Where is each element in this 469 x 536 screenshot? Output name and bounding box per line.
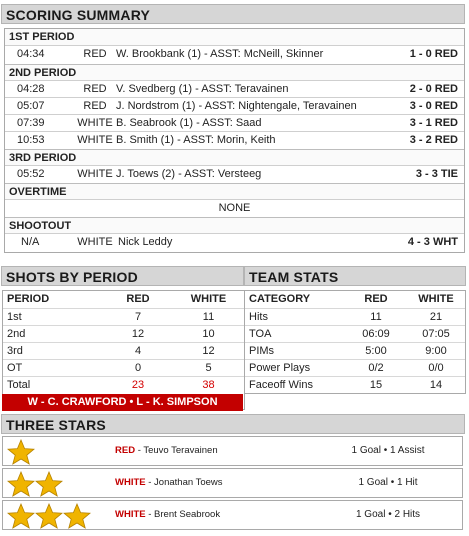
team-stats-panel (244, 290, 466, 394)
star-player (115, 501, 220, 529)
shots-col-white: WHITE (190, 293, 227, 306)
stat-category: Faceoff Wins (245, 376, 345, 393)
stat-red: 06:09 (345, 325, 407, 342)
shootout-score: 4 - 3 WHT (407, 236, 458, 248)
table-row (245, 308, 465, 325)
shootout-player: Nick Leddy (118, 236, 173, 248)
stat-category: Power Plays (245, 359, 345, 376)
star-team: WHITE (115, 509, 146, 520)
goal-time: 04:34 (17, 48, 45, 60)
stat-red: 0/2 (345, 359, 407, 376)
period-header-2nd: 2ND PERIOD (5, 64, 464, 80)
table-row (3, 325, 244, 342)
star-icon (35, 471, 63, 497)
goal-time: 04:28 (17, 83, 45, 95)
table-row (245, 359, 465, 376)
shots-white: 12 (173, 342, 244, 359)
shootout-time: N/A (21, 236, 40, 248)
star-icon (7, 471, 35, 497)
team-stats-header: TEAM STATS (244, 266, 466, 286)
star-rating (7, 503, 91, 529)
shootout-team: WHITE (77, 236, 113, 248)
goal-description: J. Toews (2) - ASST: Versteeg (116, 168, 262, 180)
shots-red: 7 (103, 308, 173, 325)
star-player-name: - Jonathan Toews (145, 477, 223, 488)
period-header-shootout: SHOOTOUT (5, 217, 464, 233)
table-row (245, 325, 465, 342)
stat-category: PIMs (245, 342, 345, 359)
shots-by-period-header: SHOTS BY PERIOD (1, 266, 244, 286)
shootout-row (5, 233, 464, 250)
stat-white: 21 (407, 308, 465, 325)
goal-team: WHITE (77, 117, 113, 129)
table-row (245, 376, 465, 393)
three-stars-header: THREE STARS (1, 414, 465, 434)
star-rating (7, 439, 35, 465)
goal-row (5, 131, 464, 148)
shots-by-period-panel (2, 290, 245, 410)
stat-white: 0/0 (407, 359, 465, 376)
shots-red: 0 (103, 359, 173, 376)
goal-time: 05:52 (17, 168, 45, 180)
stat-red: 5:00 (345, 342, 407, 359)
shots-header-row (3, 291, 244, 308)
goal-score: 2 - 0 RED (409, 83, 458, 95)
shots-col-period: PERIOD (7, 293, 50, 306)
stat-category: Hits (245, 308, 345, 325)
goal-description: W. Brookbank (1) - ASST: McNeill, Skinner (116, 48, 324, 60)
stat-white: 9:00 (407, 342, 465, 359)
shots-period: 2nd (3, 325, 103, 342)
goal-time: 05:07 (17, 100, 45, 112)
shots-period: OT (3, 359, 103, 376)
shots-white: 11 (173, 308, 244, 325)
goal-description: B. Seabrook (1) - ASST: Saad (116, 117, 262, 129)
shots-white: 5 (173, 359, 244, 376)
star-player (115, 437, 218, 465)
star-card-third (2, 500, 463, 530)
stat-category: TOA (245, 325, 345, 342)
shots-total-row (3, 376, 244, 393)
star-player (115, 469, 223, 497)
shots-total-red: 23 (103, 376, 173, 393)
star-stat-line: 1 Goal • 2 Hits (355, 509, 421, 520)
goal-description: B. Smith (1) - ASST: Morin, Keith (116, 134, 276, 146)
goal-score: 3 - 3 TIE (415, 168, 458, 180)
stat-white: 07:05 (407, 325, 465, 342)
stats-col-red: RED (364, 293, 388, 306)
table-row (3, 308, 244, 325)
goal-score: 3 - 0 RED (409, 100, 458, 112)
goal-score: 3 - 2 RED (409, 134, 458, 146)
star-team: RED (115, 445, 136, 456)
goal-time: 10:53 (17, 134, 45, 146)
star-icon (35, 503, 63, 529)
period-header-3rd: 3RD PERIOD (5, 149, 464, 165)
stat-red: 15 (345, 376, 407, 393)
table-row (3, 342, 244, 359)
period-header-overtime: OVERTIME (5, 183, 464, 199)
goal-time: 07:39 (17, 117, 45, 129)
team-stats-table (245, 291, 465, 393)
star-stat-line: 1 Goal • 1 Assist (351, 445, 425, 456)
period-header-1st: 1ST PERIOD (5, 29, 464, 45)
shots-col-red: RED (126, 293, 150, 306)
goal-row (5, 80, 464, 97)
star-team: WHITE (115, 477, 146, 488)
goal-team: RED (83, 100, 107, 112)
team-stats-header-row (245, 291, 465, 308)
goal-description: J. Nordstrom (1) - ASST: Nightengale, Teravainen (116, 100, 357, 112)
scoring-summary-header: SCORING SUMMARY (1, 4, 465, 24)
star-card-first (2, 436, 463, 466)
scoring-summary-panel (4, 28, 465, 253)
goal-team: WHITE (77, 134, 113, 146)
goal-row (5, 165, 464, 182)
star-stat-line: 1 Goal • 1 Hit (358, 477, 418, 488)
goal-row (5, 97, 464, 114)
shots-period: 3rd (3, 342, 103, 359)
shots-total-white: 38 (173, 376, 244, 393)
stat-red: 11 (345, 308, 407, 325)
star-icon (7, 503, 35, 529)
goal-team: RED (83, 48, 107, 60)
goal-row (5, 114, 464, 131)
shots-red: 12 (103, 325, 173, 342)
goalie-decision-bar: W - C. CRAWFORD • L - K. SIMPSON (2, 394, 243, 411)
shots-red: 4 (103, 342, 173, 359)
star-icon (7, 439, 35, 465)
goal-score: 3 - 1 RED (409, 117, 458, 129)
goal-team: RED (83, 83, 107, 95)
goal-description: V. Svedberg (1) - ASST: Teravainen (116, 83, 289, 95)
stats-col-white: WHITE (418, 293, 454, 306)
star-rating (7, 471, 63, 497)
star-player-name: - Teuvo Teravainen (135, 445, 218, 456)
shots-table (3, 291, 244, 393)
table-row (245, 342, 465, 359)
star-icon (63, 503, 91, 529)
table-row (3, 359, 244, 376)
star-card-second (2, 468, 463, 498)
stats-col-category: CATEGORY (249, 293, 311, 306)
shots-period: 1st (3, 308, 103, 325)
goal-score: 1 - 0 RED (409, 48, 458, 60)
overtime-none: NONE (5, 199, 464, 216)
shots-total-label: Total (3, 376, 103, 393)
shots-white: 10 (173, 325, 244, 342)
stat-white: 14 (407, 376, 465, 393)
star-player-name: - Brent Seabrook (145, 509, 221, 520)
goal-row (5, 45, 464, 62)
goal-team: WHITE (77, 168, 113, 180)
